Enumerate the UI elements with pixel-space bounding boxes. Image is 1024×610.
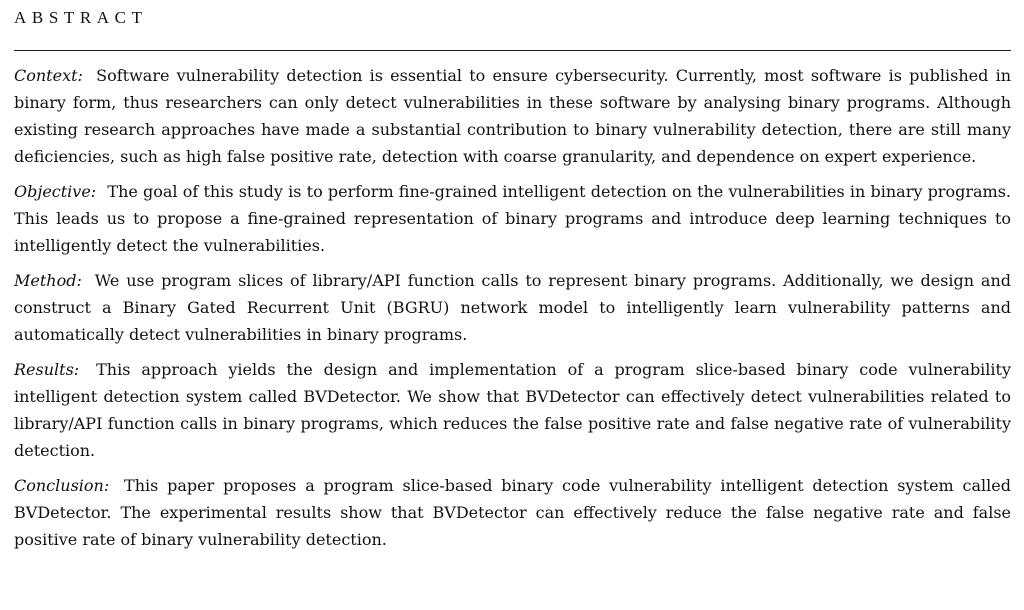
method-text: We use program slices of library/API function calls to represent binary programs. Additionally, we design and construct a Binary Gated Recurrent Unit (BGRU) network model to intelligently learn vulnerability patterns and automatically detect vulnerabilities in binary programs.	[14, 271, 1011, 344]
abstract-body	[14, 62, 1011, 561]
context-paragraph	[14, 62, 1011, 170]
conclusion-paragraph	[14, 472, 1011, 553]
objective-paragraph	[14, 178, 1011, 259]
conclusion-label: Conclusion:	[14, 476, 110, 495]
method-paragraph	[14, 267, 1011, 348]
conclusion-text: This paper proposes a program slice-based binary code vulnerability intelligent detection system called BVDetector. The experimental results show that BVDetector can effectively reduce the false negative rate and false positive rate of binary vulnerability detection.	[14, 476, 1011, 549]
results-paragraph	[14, 356, 1011, 464]
objective-text: The goal of this study is to perform fine-grained intelligent detection on the vulnerabilities in binary programs. This leads us to propose a fine-grained representation of binary programs and introduce deep learning techniques to intelligently detect the vulnerabilities.	[14, 182, 1011, 255]
results-text: This approach yields the design and implementation of a program slice-based binary code vulnerability intelligent detection system called BVDetector. We show that BVDetector can effectively detect vulnerabilities related to library/API function calls in binary programs, which reduces the false positive rate and false negative rate of vulnerability detection.	[14, 360, 1012, 460]
context-label: Context:	[14, 66, 83, 85]
results-label: Results:	[14, 360, 80, 379]
context-text: Software vulnerability detection is essential to ensure cybersecurity. Currently, most software is published in binary form, thus researchers can only detect vulnerabilities in these software by analysing binary programs. Although existing research approaches have made a substantial contribution to binary vulnerability detection, there are still many deficiencies, such as high false positive rate, detection with coarse granularity, and dependence on expert experience.	[14, 66, 1011, 166]
objective-label: Objective:	[14, 182, 97, 201]
method-label: Method:	[14, 271, 82, 290]
heading-divider	[14, 50, 1011, 51]
abstract-heading: ABSTRACT	[14, 8, 148, 27]
